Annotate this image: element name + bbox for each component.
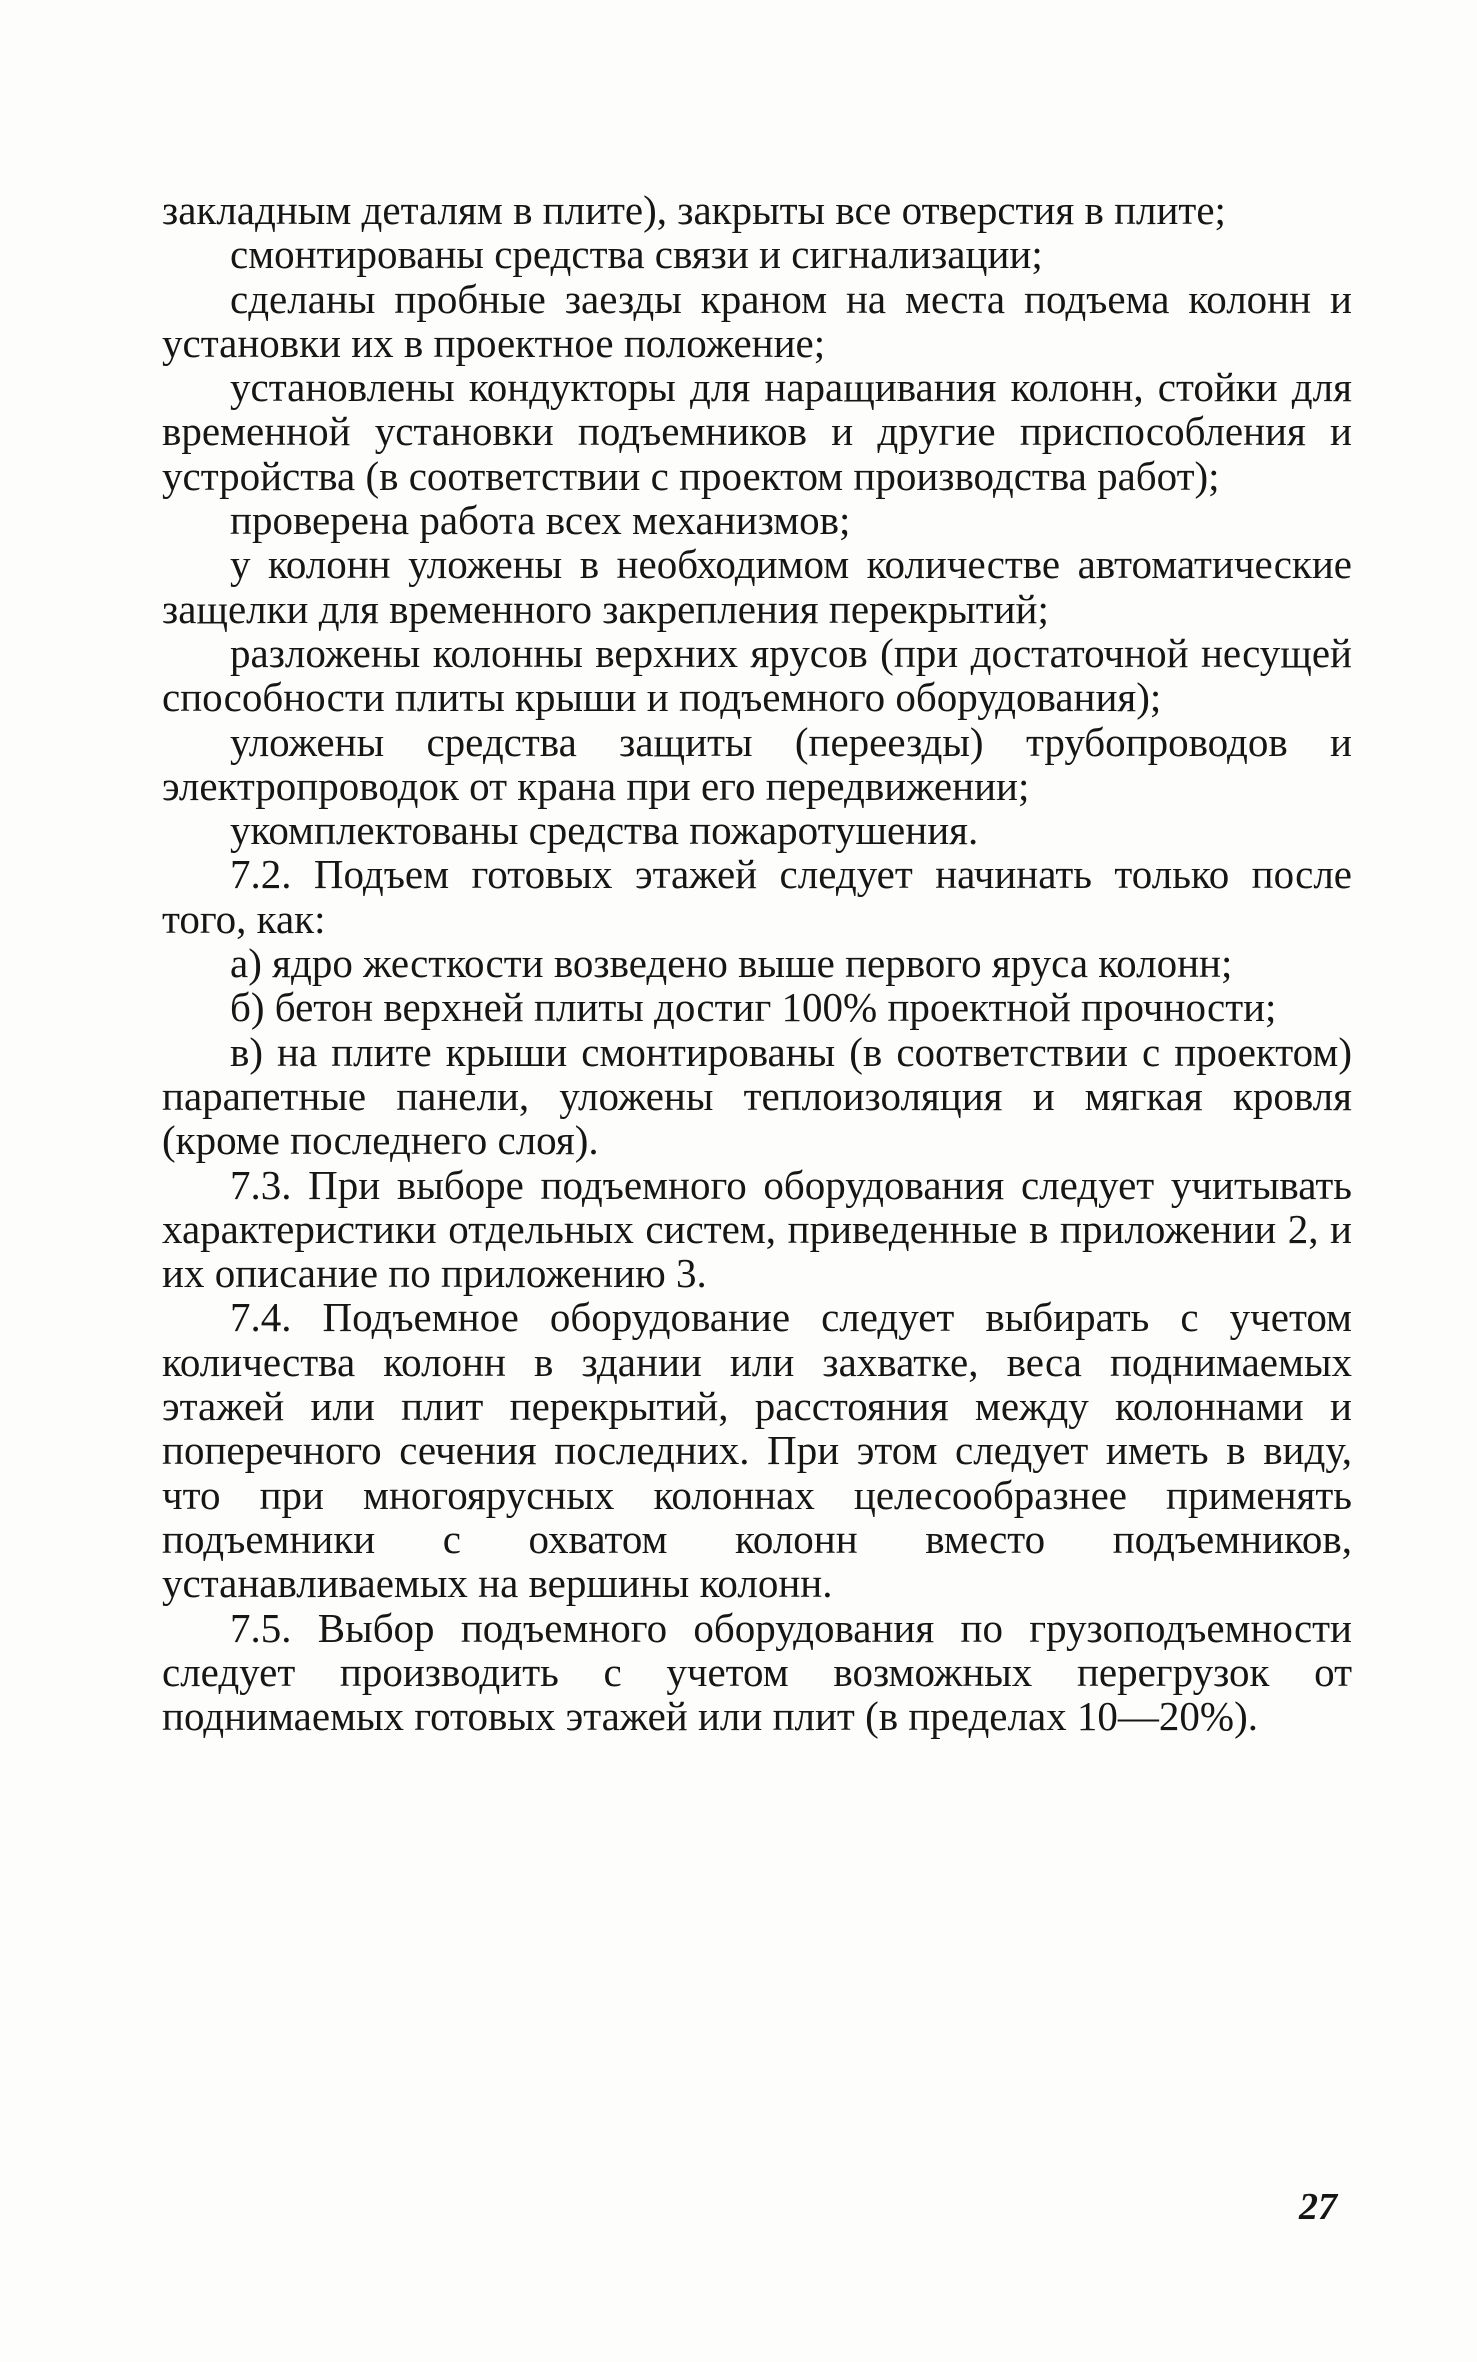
section-7-3: 7.3. При выборе подъемного оборудования следует учитывать характеристики отдельных систем, приведенные в приложении 2, и их описание по приложению 3. bbox=[162, 1161, 1352, 1297]
paragraph: сделаны пробные заезды краном на места подъема колонн и установки их в проектное положение; bbox=[162, 275, 1352, 366]
section-7-5: 7.5. Выбор подъемного оборудования по грузоподъемности следует производить с учетом возможных перегрузок от поднимаемых готовых этажей или плит (в пределах 10—20%). bbox=[162, 1604, 1352, 1740]
paragraph: у колонн уложены в необходимом количестве автоматические защелки для временного закрепления перекрытий; bbox=[162, 541, 1352, 632]
body-text bbox=[162, 188, 1352, 1738]
section-7-4: 7.4. Подъемное оборудование следует выбирать с учетом количества колонн в здании или захватке, веса поднимаемых этажей или плит перекрытий, расстояния между колоннами и поперечного сечения последних. При этом следует иметь в виду, что при многоярусных колоннах целесообразнее применять подъемники с охватом колонн вместо подъемников, устанавливаемых на вершины колонн. bbox=[162, 1294, 1352, 1607]
paragraph: укомплектованы средства пожаротушения. bbox=[230, 807, 979, 854]
paragraph: уложены средства защиты (переезды) трубопроводов и электропроводок от крана при его передвижении; bbox=[162, 718, 1352, 809]
list-item-b: б) бетон верхней плиты достиг 100% проектной прочности; bbox=[230, 984, 1277, 1031]
paragraph: смонтированы средства связи и сигнализации; bbox=[230, 231, 1043, 278]
paragraph: закладным деталям в плите), закрыты все отверстия в плите; bbox=[162, 187, 1226, 233]
paragraph: установлены кондукторы для наращивания колонн, стойки для временной установки подъемников и другие приспособления и устройства (в соответствии с проектом производства работ); bbox=[162, 364, 1352, 499]
paragraph: разложены колонны верхних ярусов (при достаточной несущей способности плиты крыши и подъемного оборудования); bbox=[162, 629, 1352, 721]
paragraph: проверена работа всех механизмов; bbox=[230, 497, 851, 544]
list-item-a: а) ядро жесткости возведено выше первого яруса колонн; bbox=[230, 940, 1233, 987]
section-7-2: 7.2. Подъем готовых этажей следует начинать только после того, как: bbox=[162, 851, 1352, 942]
page-number: 27 bbox=[1299, 2186, 1337, 2228]
list-item-v: в) на плите крыши смонтированы (в соответствии с проектом) парапетные панели, уложены теплоизоляция и мягкая кровля (кроме последнего слоя). bbox=[162, 1028, 1352, 1164]
